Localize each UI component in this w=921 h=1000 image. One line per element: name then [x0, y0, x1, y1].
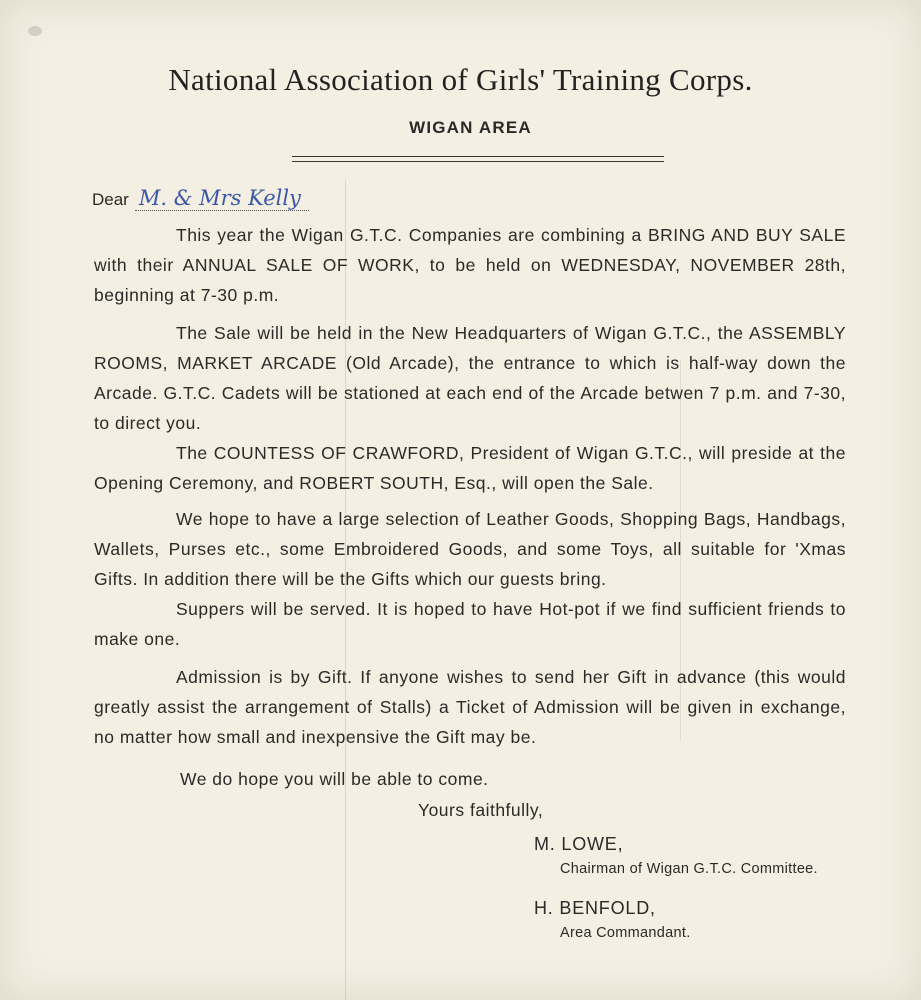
valediction: Yours faithfully, — [418, 800, 544, 820]
paragraph-invitation: We do hope you will be able to come. — [180, 769, 489, 789]
salutation — [92, 186, 309, 211]
paragraph-suppers: Suppers will be served. It is hoped to have Hot-pot if we find sufficient friends to make one. — [94, 599, 846, 649]
paragraph-opening-ceremony: The COUNTESS OF CRAWFORD, President of Wigan G.T.C., will preside at the Opening Ceremony, and ROBERT SOUTH, Esq., will open the Sale. — [94, 443, 846, 493]
paragraph-goods: We hope to have a large selection of Leather Goods, Shopping Bags, Handbags, Wallets, Purses etc., some Embroidered Goods, and some Toys, all suitable for 'Xmas Gifts. In addition there will be the Gifts which our guests bring. — [94, 509, 846, 589]
signatory-name: H. BENFOLD, — [534, 898, 656, 918]
letterhead-title: National Association of Girls' Training Corps. — [168, 62, 753, 97]
letterhead-area: WIGAN AREA — [409, 118, 532, 137]
signatory-role: Area Commandant. — [560, 925, 691, 941]
paragraph-admission: Admission is by Gift. If anyone wishes to send her Gift in advance (this would greatly assist the arrangement of Stalls) a Ticket of Admission will be given in exchange, no matter how small and inexpensive the Gift may be. — [94, 667, 846, 747]
double-rule-bottom — [292, 161, 664, 162]
paragraph-venue: The Sale will be held in the New Headquarters of Wigan G.T.C., the ASSEMBLY ROOMS, MARKET ARCADE (Old Arcade), the entrance to which is half-way down the Arcade. G.T.C. Cadets will be stationed at each end of the Arcade betwen 7 p.m. and 7-30, to direct you. — [94, 323, 846, 433]
signatory-name: M. LOWE, — [534, 834, 624, 854]
handwritten-recipient-name: M. & Mrs Kelly — [135, 186, 309, 211]
double-rule-top — [292, 156, 664, 157]
salutation-prefix: Dear — [92, 190, 129, 209]
signatory-role: Chairman of Wigan G.T.C. Committee. — [560, 861, 818, 877]
paper-stain — [28, 26, 42, 36]
paragraph-sale-announcement: This year the Wigan G.T.C. Companies are combining a BRING AND BUY SALE with their ANNUAL SALE OF WORK, to be held on WEDNESDAY, NOVEMBER 28th, beginning at 7-30 p.m. — [94, 225, 846, 305]
